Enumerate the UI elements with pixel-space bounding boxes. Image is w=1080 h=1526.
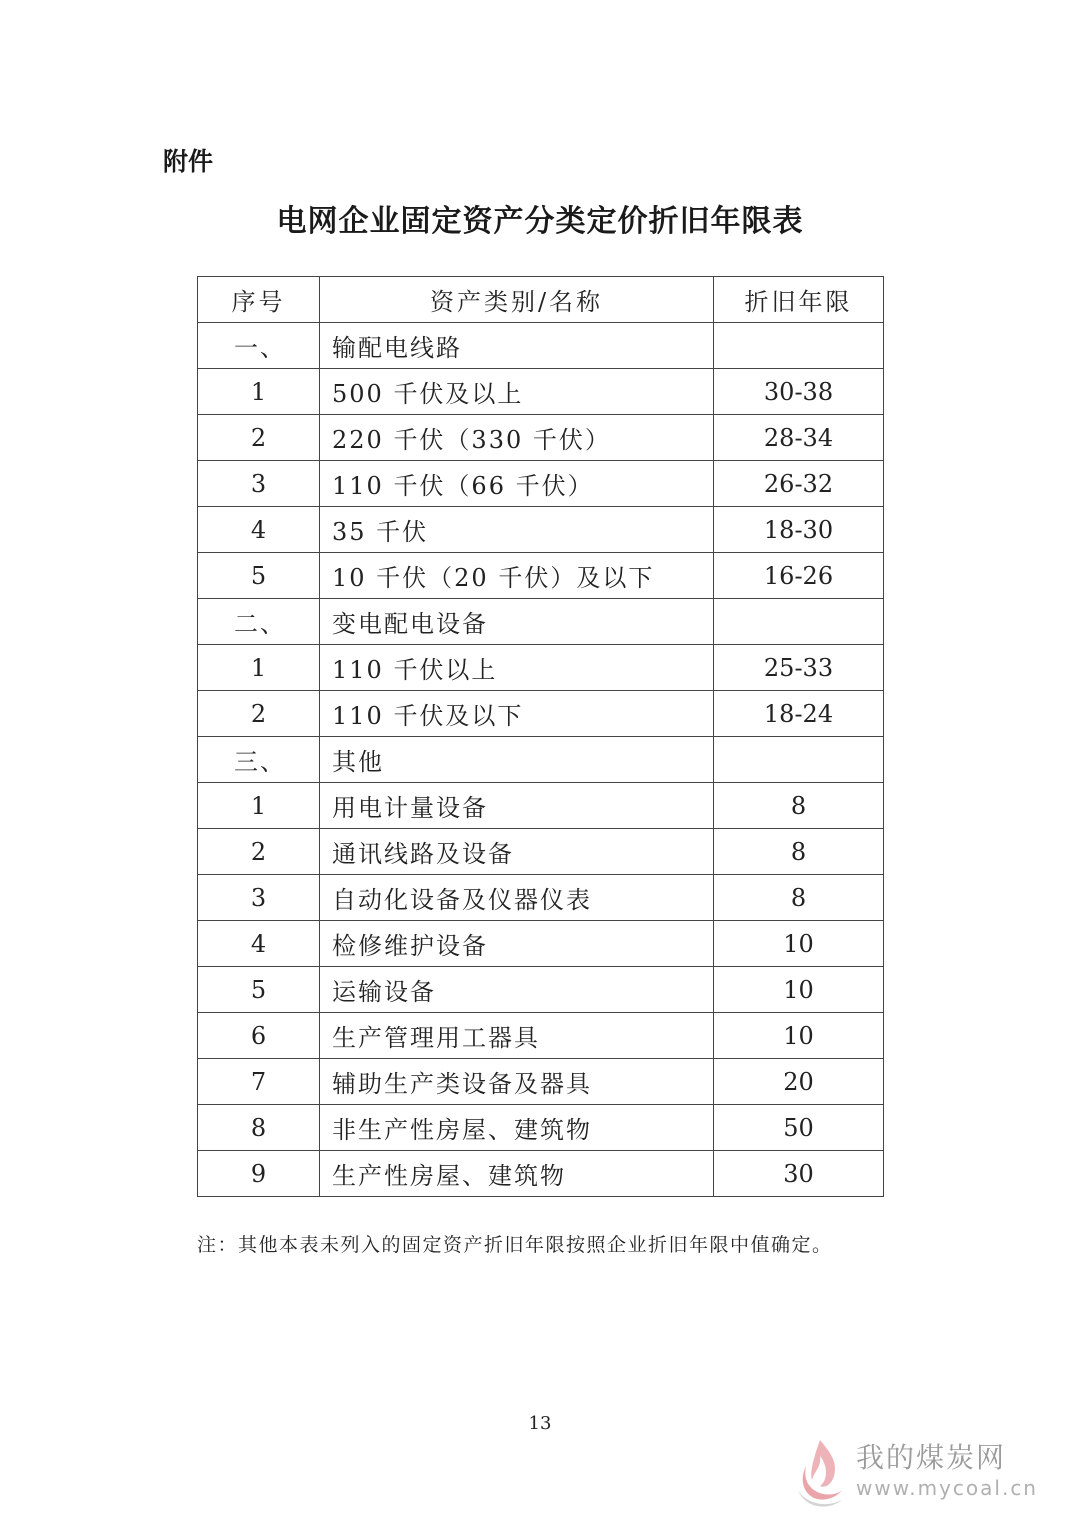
table-row [198, 875, 884, 921]
cell-seq: 二、 [198, 599, 320, 645]
table-row [198, 553, 884, 599]
cell-years: 10 [714, 1013, 884, 1059]
cell-years [714, 737, 884, 783]
cell-years: 18-30 [714, 507, 884, 553]
section-row [198, 737, 884, 783]
cell-category: 生产管理用工器具 [320, 1013, 714, 1059]
cell-seq: 4 [198, 507, 320, 553]
section-row [198, 599, 884, 645]
table-row [198, 783, 884, 829]
table-row [198, 829, 884, 875]
table-row [198, 1013, 884, 1059]
cell-category: 辅助生产类设备及器具 [320, 1059, 714, 1105]
cell-category: 110 千伏以上 [320, 645, 714, 691]
cell-years: 18-24 [714, 691, 884, 737]
cell-years: 8 [714, 875, 884, 921]
cell-seq: 一、 [198, 323, 320, 369]
watermark-brand: 我的煤炭网 [856, 1441, 1007, 1474]
cell-category: 自动化设备及仪器仪表 [320, 875, 714, 921]
cell-seq: 5 [198, 967, 320, 1013]
header-category: 资产类别/名称 [320, 277, 714, 323]
cell-years: 30 [714, 1151, 884, 1197]
cell-category: 运输设备 [320, 967, 714, 1013]
cell-category: 220 千伏（330 千伏） [320, 415, 714, 461]
cell-seq: 1 [198, 369, 320, 415]
cell-category: 110 千伏及以下 [320, 691, 714, 737]
cell-seq: 4 [198, 921, 320, 967]
cell-seq: 3 [198, 461, 320, 507]
cell-seq: 8 [198, 1105, 320, 1151]
document-title: 电网企业固定资产分类定价折旧年限表 [276, 204, 804, 239]
table-row [198, 415, 884, 461]
table-row [198, 1059, 884, 1105]
flame-logo-icon [790, 1436, 852, 1510]
cell-seq: 6 [198, 1013, 320, 1059]
cell-category: 变电配电设备 [320, 599, 714, 645]
cell-category: 输配电线路 [320, 323, 714, 369]
section-row [198, 323, 884, 369]
cell-years: 10 [714, 967, 884, 1013]
cell-seq: 7 [198, 1059, 320, 1105]
table-row [198, 967, 884, 1013]
cell-years: 20 [714, 1059, 884, 1105]
table-row [198, 691, 884, 737]
cell-years: 16-26 [714, 553, 884, 599]
attachment-label: 附件 [163, 147, 214, 176]
cell-category: 10 千伏（20 千伏）及以下 [320, 553, 714, 599]
cell-seq: 9 [198, 1151, 320, 1197]
cell-seq: 1 [198, 783, 320, 829]
cell-category: 通讯线路及设备 [320, 829, 714, 875]
cell-years: 26-32 [714, 461, 884, 507]
cell-category: 检修维护设备 [320, 921, 714, 967]
cell-category: 110 千伏（66 千伏） [320, 461, 714, 507]
table-header-row [198, 277, 884, 323]
table-body [198, 323, 884, 1197]
cell-seq: 2 [198, 691, 320, 737]
cell-years [714, 599, 884, 645]
cell-years: 30-38 [714, 369, 884, 415]
cell-category: 非生产性房屋、建筑物 [320, 1105, 714, 1151]
cell-years: 50 [714, 1105, 884, 1151]
cell-years: 28-34 [714, 415, 884, 461]
page-number: 13 [528, 1413, 552, 1434]
watermark [790, 1434, 1040, 1514]
header-seq: 序号 [198, 277, 320, 323]
table-row [198, 645, 884, 691]
cell-years [714, 323, 884, 369]
cell-category: 其他 [320, 737, 714, 783]
table-row [198, 1105, 884, 1151]
cell-seq: 2 [198, 415, 320, 461]
cell-years: 25-33 [714, 645, 884, 691]
cell-years: 10 [714, 921, 884, 967]
cell-seq: 1 [198, 645, 320, 691]
header-years: 折旧年限 [714, 277, 884, 323]
cell-category: 生产性房屋、建筑物 [320, 1151, 714, 1197]
table-row [198, 461, 884, 507]
cell-category: 500 千伏及以上 [320, 369, 714, 415]
cell-seq: 3 [198, 875, 320, 921]
table-row [198, 1151, 884, 1197]
cell-category: 35 千伏 [320, 507, 714, 553]
table-row [198, 921, 884, 967]
table-row [198, 507, 884, 553]
cell-years: 8 [714, 829, 884, 875]
depreciation-table [197, 276, 884, 1197]
cell-seq: 2 [198, 829, 320, 875]
cell-seq: 5 [198, 553, 320, 599]
cell-seq: 三、 [198, 737, 320, 783]
cell-years: 8 [714, 783, 884, 829]
cell-category: 用电计量设备 [320, 783, 714, 829]
table-note: 注：其他本表未列入的固定资产折旧年限按照企业折旧年限中值确定。 [197, 1234, 833, 1256]
watermark-url: www.mycoal.cn [856, 1476, 1038, 1500]
table-row [198, 369, 884, 415]
